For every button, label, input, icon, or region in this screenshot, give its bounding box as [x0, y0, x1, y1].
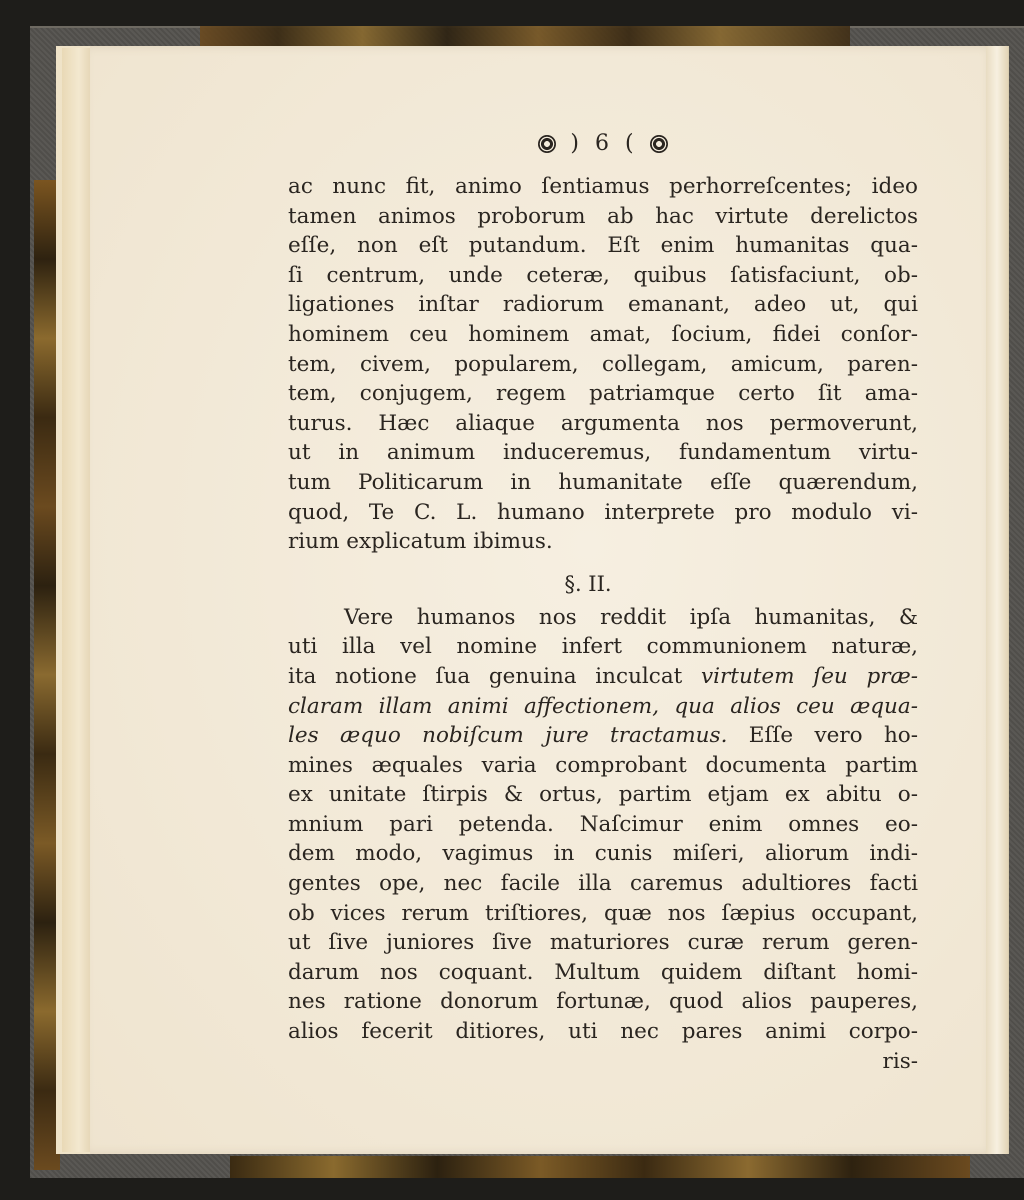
running-head [288, 124, 918, 164]
text-line: turus. Hæc aliaque argumenta nos permoverunt, [288, 410, 918, 436]
rosette-ornament-icon [538, 135, 556, 153]
right-bracket: ( [625, 131, 636, 156]
text-line: darum nos coquant. Multum quidem diſtant homi- [288, 959, 918, 985]
text-line: tem, civem, popularem, collegam, amicum, paren- [288, 351, 918, 377]
text-line: mnium pari petenda. Naſcimur enim omnes eo- [288, 811, 918, 837]
text-line: ex unitate ſtirpis & ortus, partim etjam ex abitu o- [288, 782, 918, 808]
text-line: ac nunc fit, animo ſentiamus perhorreſcentes; ideo [288, 174, 918, 199]
text-line: hominem ceu hominem amat, ſocium, fidei conſor- [288, 321, 918, 347]
page-edge [62, 48, 91, 1152]
marbled-cover-bottom [230, 1156, 970, 1178]
text-line: rium explicatum ibimus. [288, 529, 553, 555]
text-line: dem modo, vagimus in cunis miſeri, aliorum indi- [288, 841, 918, 867]
text-line: tem, conjugem, regem patriamque certo ſit ama- [288, 381, 918, 407]
text-line: ut ſive juniores ſive maturiores curæ rerum geren- [288, 930, 918, 956]
text-line: ſi centrum, unde ceteræ, quibus ſatisfaciunt, ob- [288, 262, 918, 288]
page-text [288, 124, 918, 1076]
text-line: ita notione ſua genuina inculcat virtutem ſeu præ- [288, 663, 918, 689]
rosette-ornament-icon [650, 135, 668, 153]
text-line: eſſe, non eſt putandum. Eſt enim humanitas qua- [288, 233, 918, 259]
marbled-cover-top [200, 26, 850, 46]
page-gutter [986, 46, 1008, 1154]
text-line: uti illa vel nomine infert communionem naturæ, [288, 634, 918, 660]
text-line: quod, Te C. L. humano interprete pro modulo vi- [288, 499, 918, 525]
text-line: tamen animos proborum ab hac virtute derelictos [288, 203, 918, 229]
text-line: alios fecerit ditiores, uti nec pares animi corpo- [288, 1019, 918, 1045]
text-line: ut in animum induceremus, fundamentum virtu- [288, 440, 918, 466]
text-line: mines æquales varia comprobant documenta partim [288, 752, 918, 778]
catchword: ris- [882, 1048, 918, 1074]
text-line: les æquo nobiſcum jure tractamus. Eſſe vero ho- [288, 723, 919, 749]
text-line: claram illam animi affectionem, qua alios ceu æqua- [288, 693, 918, 719]
text-line: Vere humanos nos reddit ipſa humanitas, & [344, 604, 918, 630]
page-number: 6 [595, 131, 611, 156]
text-line: nes ratione donorum fortunæ, quod alios pauperes, [288, 989, 918, 1015]
paragraph-1 [288, 172, 918, 557]
text-line: gentes ope, nec facile illa caremus adultiores facti [288, 871, 918, 897]
text-line: tum Politicarum in humanitate eſſe quærendum, [288, 469, 918, 495]
left-bracket: ) [570, 131, 581, 156]
text-line: ob vices rerum triſtiores, quæ nos ſæpius occupant, [288, 900, 918, 926]
section-heading: §. II. [564, 571, 612, 596]
paragraph-2 [288, 603, 918, 1047]
text-line: ligationes inſtar radiorum emanant, adeo ut, qui [288, 292, 918, 318]
